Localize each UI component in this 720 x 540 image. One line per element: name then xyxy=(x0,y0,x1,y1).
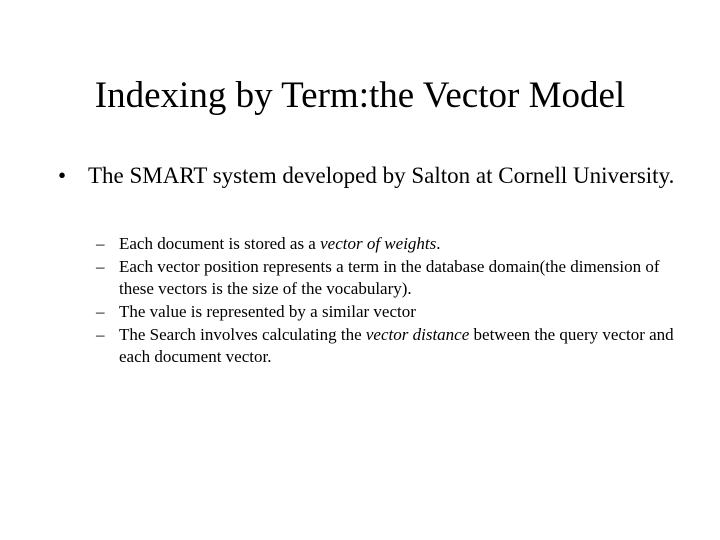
emphasis-text: vector distance xyxy=(365,325,470,344)
sub-bullet-list xyxy=(96,233,676,369)
bullet-marker: • xyxy=(58,163,67,188)
sub-bullet-vector-position xyxy=(96,256,676,300)
main-bullet-text: The SMART system developed by Salton at Cornell University. xyxy=(88,163,675,188)
sub-bullet-value xyxy=(96,301,676,323)
emphasis-text: vector of weights xyxy=(320,234,437,253)
dash-marker: – xyxy=(96,325,105,344)
sub-bullet-text: between the query vector and each document vector. xyxy=(119,325,674,366)
sub-bullet-text: Each vector position represents a term in the database domain(the dimension of these vectors is the size of the vocabulary). xyxy=(119,257,660,298)
dash-marker: – xyxy=(96,257,105,276)
sub-bullet-vector-of-weights xyxy=(96,233,676,255)
sub-bullet-text: The Search involves calculating the xyxy=(119,325,366,344)
dash-marker: – xyxy=(96,302,105,321)
sub-bullet-text: . xyxy=(436,234,441,253)
main-bullet xyxy=(58,160,678,192)
slide-title: Indexing by Term:the Vector Model xyxy=(94,75,626,116)
sub-bullet-text: The value is represented by a similar vector xyxy=(119,302,416,321)
sub-bullet-search xyxy=(96,324,676,368)
sub-bullet-text: Each document is stored as a xyxy=(119,234,321,253)
dash-marker: – xyxy=(96,234,105,253)
